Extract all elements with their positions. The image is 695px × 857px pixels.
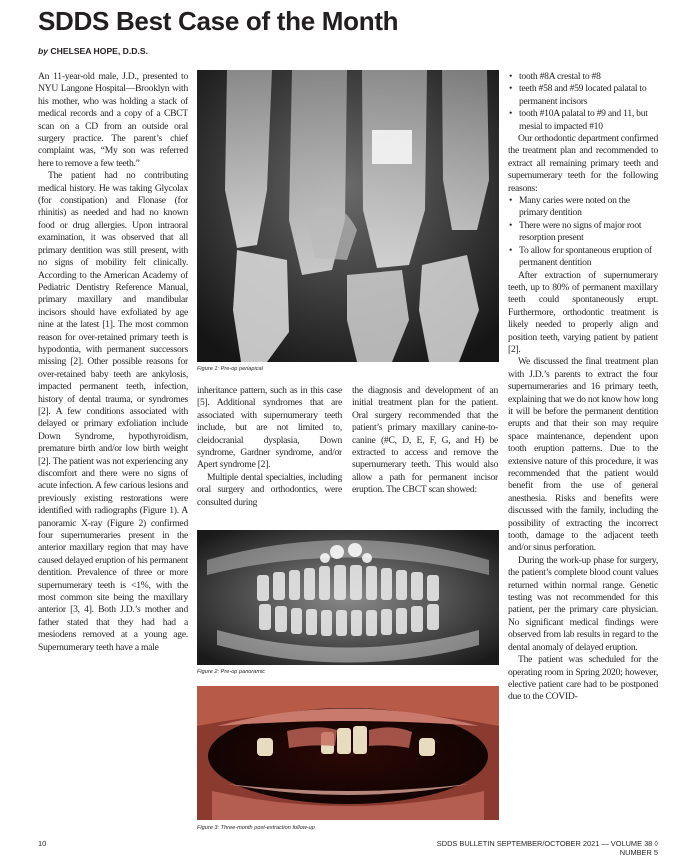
- paragraph-history: The patient had no contributing medical history. He was taking Glycolax (for constipation) and Flonase (for rhinitis) as needed and had no known food or drug allergies. Upon intraoral examination, it was observed that all primary dentition was still present, with no signs of mobility felt clinically. According to the American Academy of Pediatric Dentistry Reference Manual, primary maxillary and mandibular incisors should have exfoliated by age nine at the latest [1]. The most common reason for over-retained primary teeth is hypodontia, with permanent successors missing [2]. Other possible reasons for over-retained baby teeth are ankylosis, impacted permanent teeth, infection, history of dental trauma, or syndromes [2]. A few conditions associated with delayed or primary exfoliation include Down Syndrome, hypothyroidism, premature birth and/or low birth weight [2]. The patient was not experiencing any discomfort and there were no signs of acute infection. A few carious lesions and previously existing restorations were identified with radiographs (Figure 1). A panoramic X-ray (Figure 2) confirmed four supernumeraries present in the anterior maxillary region that may have caused delayed eruption of his permanent dentition. Prevalence of three or more supernumerary teeth is <1%, with the most common site being the maxillary anterior [3, 4]. Both J.D.’s mother and father stated that they had had a mesiodens removed at a young age. Supernumerary teeth have a male: [38, 170, 188, 653]
- column-4: [508, 71, 658, 823]
- list-item: • Many caries were noted on the primary dentition: [508, 195, 658, 220]
- reasons-list: [508, 195, 658, 269]
- column-1: [38, 71, 188, 809]
- article-title: SDDS Best Case of the Month: [38, 6, 399, 36]
- paragraph-scheduling: The patient was scheduled for the operating room in Spring 2020; however, elective patient care had to be postponed due to the COVID-: [508, 654, 658, 703]
- publication-footer: SDDS BULLETIN SEPTEMBER/OCTOBER 2021 — VOLUME 38 ◊ NUMBER 5: [436, 839, 658, 857]
- list-item: • There were no signs of major root resorption present: [508, 220, 658, 245]
- list-item: • tooth #8A crestal to #8: [508, 71, 658, 83]
- figure-1-caption: Figure 1: Pre-op periapical: [197, 366, 263, 372]
- column-3: [352, 385, 498, 525]
- byline: [38, 46, 148, 56]
- list-item: • teeth #58 and #59 located palatal to permanent incisors: [508, 83, 658, 108]
- page-number: 10: [38, 839, 47, 848]
- list-item: • tooth #10A palatal to #9 and 11, but mesial to impacted #10: [508, 108, 658, 133]
- cbct-findings-list: [508, 71, 658, 133]
- byline-author: CHELSEA HOPE, D.D.S.: [50, 46, 148, 56]
- list-item: • To allow for spontaneous eruption of permanent dentition: [508, 245, 658, 270]
- figure-3-caption: Figure 3: Three-month post-extraction follow-up: [197, 825, 315, 831]
- paragraph-intro: An 11-year-old male, J.D., presented to NYU Langone Hospital—Brooklyn with his mother, who was holding a stack of medical records and a copy of a CBCT scan on a CD from an outside oral surgery practice. The parent’s chief complaint was, “My son was referred here to remove a few teeth.”: [38, 71, 188, 169]
- paragraph-inheritance: inheritance pattern, such as in this case [5]. Additional syndromes that are associated with supernumerary teeth include, but are not limited to, cleidocranial dysplasia, Down syndrome, Gardner syndrome, and/or Apert syndrome [2].: [197, 385, 342, 471]
- figure-2-caption: Figure 2: Pre-op panoramic: [197, 669, 266, 675]
- paragraph-ortho: Our orthodontic department confirmed the treatment plan and recommended to extract all remaining primary teeth and supernumerary teeth for the following reasons:: [508, 133, 658, 194]
- column-2: [197, 385, 342, 525]
- paragraph-specialties: Multiple dental specialties, including oral surgery and orthodontics, were consulted during: [197, 471, 342, 508]
- paragraph-final-plan: We discussed the final treatment plan with J.D.’s parents to extract the four supernumeraries and 16 primary teeth, explaining that we do not know how long it will be before the permanent dentition erupts and that their son may require space maintenance, dependent upon tooth eruption patterns. Due to the extensive nature of this procedure, it was recommended that the patient would benefit from the use of general anesthesia. Risks and benefits were discussed with the family, including the possibility of extracting the incorrect tooth, damage to the adjacent teeth and/or sinus perforation.: [508, 356, 658, 554]
- paragraph-diagnosis: the diagnosis and development of an initial treatment plan for the patient. Oral surgery recommended that the patient’s primary maxillary canine-to-canine (#C, D, E, F, G, and H) be extracted to access and remove the supernumerary teeth. This would also allow a path for permanent incisor eruption. The CBCT scan showed:: [352, 385, 498, 496]
- byline-prefix: by: [38, 46, 49, 56]
- figure-2-panoramic-xray: [197, 530, 499, 665]
- figure-1-periapical-xray: [197, 70, 499, 362]
- figure-3-intraoral-photo: [197, 686, 499, 820]
- paragraph-eruption: After extraction of supernumerary teeth, up to 80% of permanent maxillary teeth could spontaneously erupt. Furthermore, orthodontic treatment is likely needed to properly align and position teeth, varying patient by patient [2].: [508, 269, 658, 355]
- paragraph-workup: During the work-up phase for surgery, the patient’s complete blood count values returned within normal range. Genetic testing was not recommended for this patient, per the primary care physician. No significant medical findings were observed from lab results in regard to the dental anomaly of delayed eruption.: [508, 554, 658, 653]
